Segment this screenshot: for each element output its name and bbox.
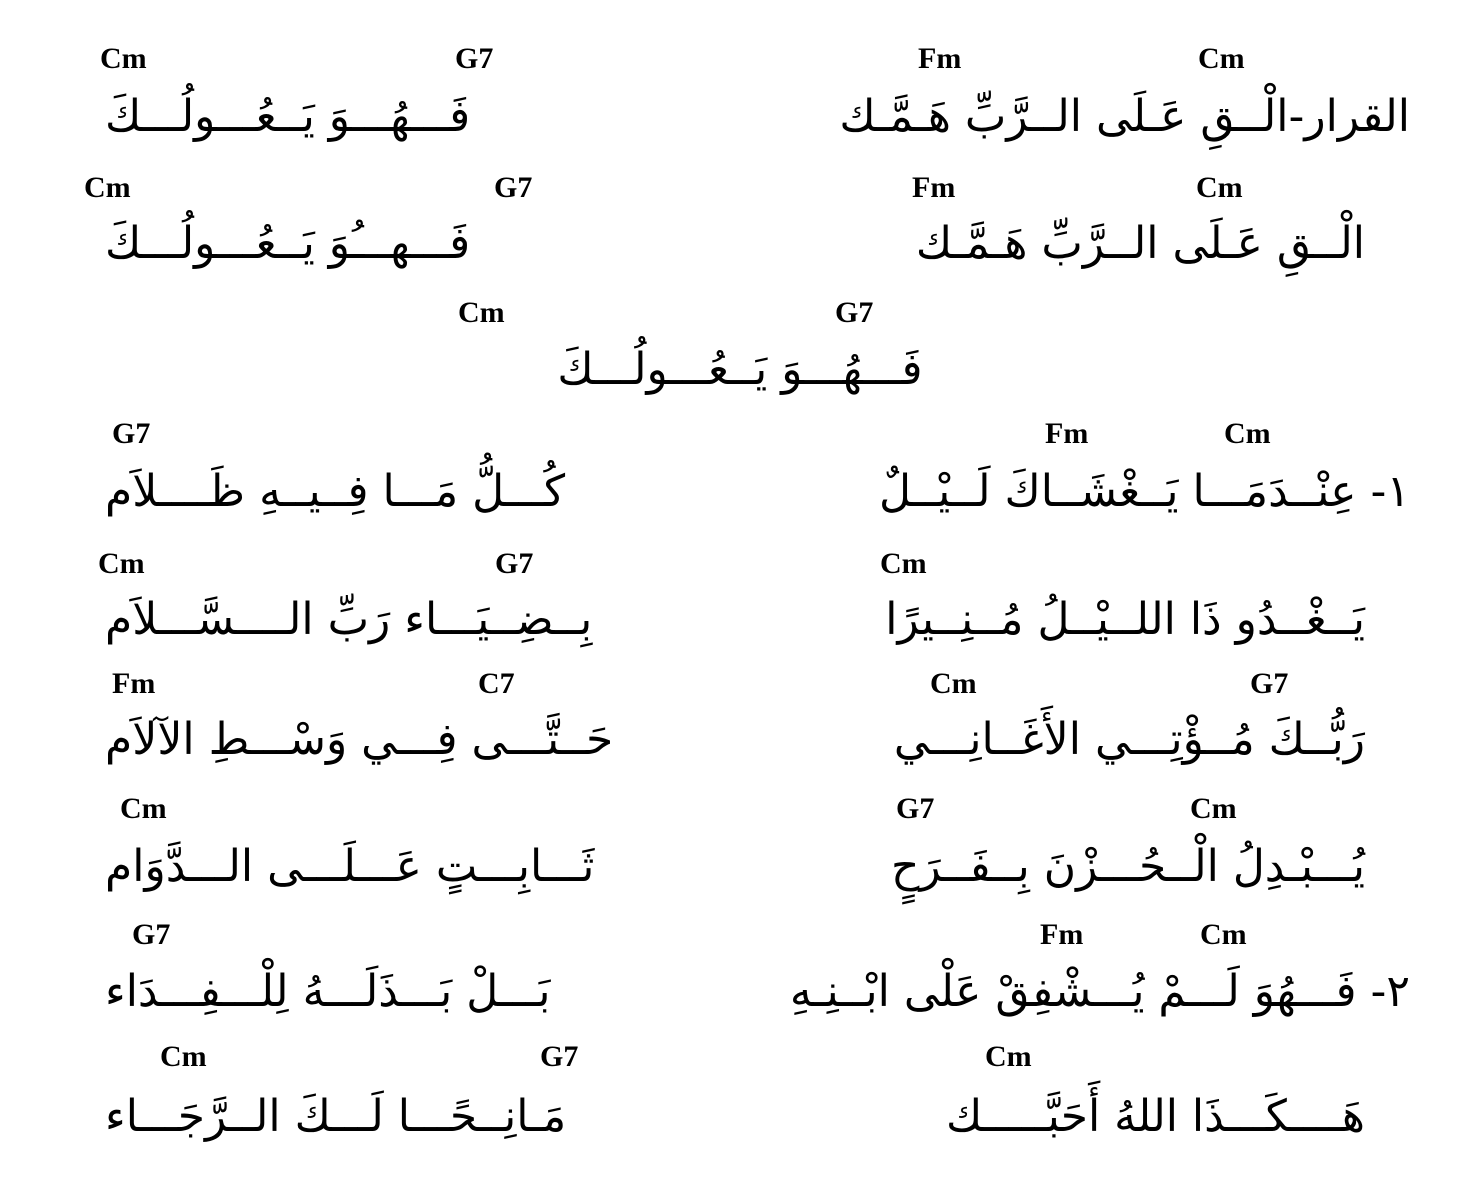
verse-1-line-1-left: كُـــلُّ مَـــا فِــيــهِ ظَــــلاَم <box>105 466 566 517</box>
chord-label: Fm <box>918 42 962 75</box>
verse-2-line-2-right: هَــــكَـــذَا اللهُ أَحَبَّـــــك <box>945 1091 1365 1142</box>
chord-label: Fm <box>1045 417 1089 450</box>
chord-label: Cm <box>160 1040 207 1073</box>
verse-1-line-4-right: يُـــبْـدِلُ الْــحُـــزْنَ بِــفَــرَحٍ <box>891 841 1365 892</box>
chorus-line-2-right: الْــقِ عَـلَى الــرَّبِّ هَـمَّـك <box>915 218 1365 269</box>
verse-1-line-2-left: بِــضِــيَـــاء رَبِّ الــــسَّـــلاَم <box>105 594 593 645</box>
chord-label: Cm <box>84 171 131 204</box>
chord-label: Cm <box>120 792 167 825</box>
chord-label: Cm <box>1198 42 1245 75</box>
chord-label: Fm <box>112 667 156 700</box>
chord-label: Cm <box>98 547 145 580</box>
verse-1-line-2-right: يَــغْــدُو ذَا اللــيْــلُ مُــنِــيرًا <box>885 594 1365 645</box>
chord-label: Cm <box>930 667 977 700</box>
chord-label: Fm <box>912 171 956 204</box>
chord-label: Cm <box>880 547 927 580</box>
chord-label: G7 <box>132 918 171 951</box>
chord-label: Fm <box>1040 918 1084 951</box>
chord-label: G7 <box>896 792 935 825</box>
chord-label: G7 <box>455 42 494 75</box>
chord-label: Cm <box>1196 171 1243 204</box>
chorus-line-1-left: فَـــهُـــوَ يَــعُـــولُـــكَ <box>105 91 471 142</box>
verse-1-line-4-left: ثَـــابِـــتٍ عَـــلَـــى الـــدَّوَام <box>105 841 595 892</box>
chord-label: C7 <box>478 667 515 700</box>
verse-2-line-1-right: ٢- فَـــهُوَ لَـــمْ يُـــشْفِقْ عَلْى ابْــنِـهِ <box>789 966 1410 1017</box>
chord-label: Cm <box>458 296 505 329</box>
chord-label: Cm <box>985 1040 1032 1073</box>
chord-label: Cm <box>1200 918 1247 951</box>
verse-2-line-1-left: بَـــلْ بَـــذَلَـــهُ لِلْـــفِـــدَاء <box>105 966 551 1017</box>
verse-1-line-3-right: رَبُّــكَ مُــؤْتِـــي الأَغَــانِـــي <box>893 714 1365 765</box>
chorus-line-3: فَـــهُـــوَ يَــعُـــولُـــكَ <box>557 344 923 395</box>
chord-label: G7 <box>495 547 534 580</box>
chord-label: G7 <box>835 296 874 329</box>
chord-label: Cm <box>1224 417 1271 450</box>
chord-label: Cm <box>1190 792 1237 825</box>
chord-label: Cm <box>100 42 147 75</box>
verse-2-line-2-left: مَـانِــحًـــا لَـــكَ الــرَّجَـــاء <box>105 1091 567 1142</box>
chorus-line-2-left: فَـــهـــُوَ يَــعُـــولُـــكَ <box>105 218 471 269</box>
chord-label: G7 <box>540 1040 579 1073</box>
chorus-line-1-right: القرار-الْــقِ عَـلَى الــرَّبِّ هَـمَّـك <box>839 91 1410 142</box>
verse-1-line-3-left: حَــتَّـــى فِـــي وَسْـــطِ الآلاَم <box>105 714 614 765</box>
verse-1-line-1-right: ١- عِنْــدَمَـــا يَــغْشَــاكَ لَــيْــلٌ <box>878 466 1410 517</box>
chord-label: G7 <box>1250 667 1289 700</box>
chord-label: G7 <box>112 417 151 450</box>
chord-label: G7 <box>494 171 533 204</box>
